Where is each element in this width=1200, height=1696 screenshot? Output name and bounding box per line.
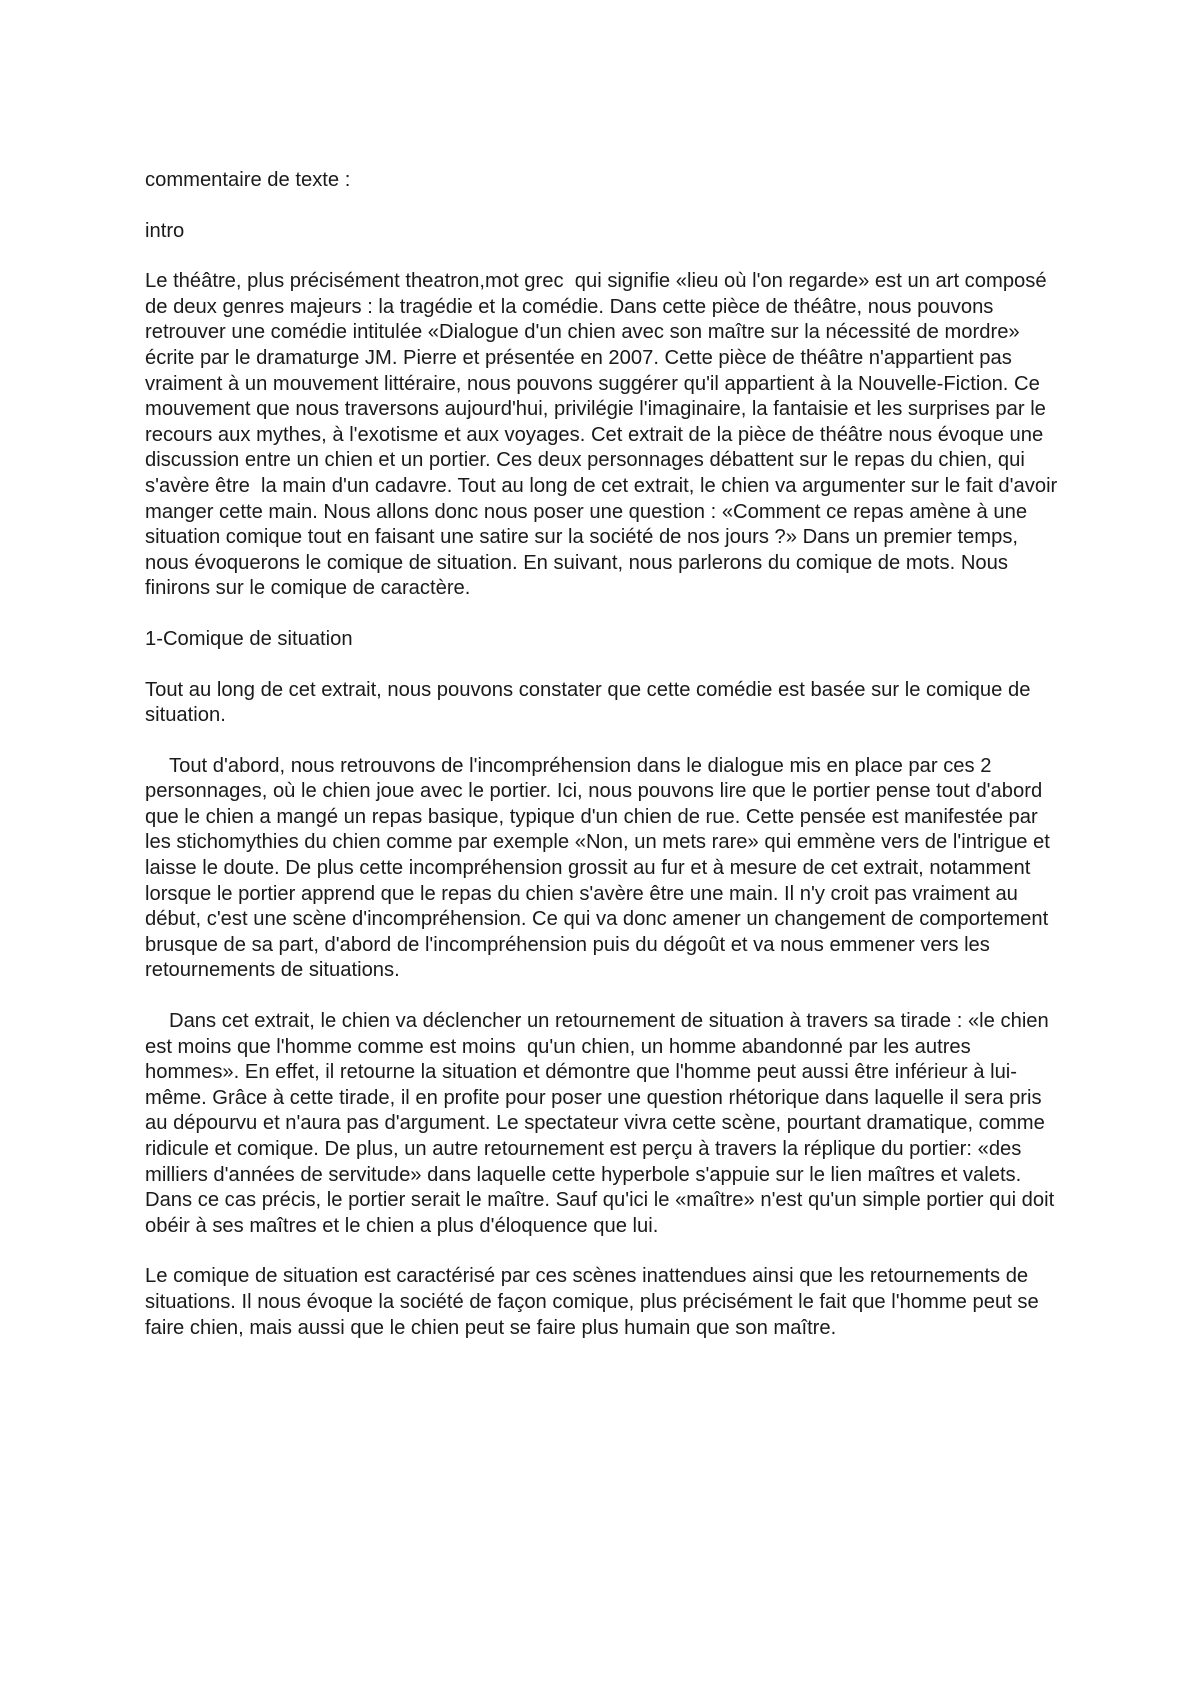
section-heading: 1-Comique de situation [145, 627, 353, 650]
body-paragraph-incomprehension: Tout d'abord, nous retrouvons de l'incompréhension dans le dialogue mis en place par ces 2 personnages, où le chien joue avec le portier. Ici, nous pouvons lire que le portier pense tout d'abord que le chien a mangé un repas basique, typique d'un chien de rue. Cette pensée est manifestée par les stichomythies du chien comme par exemple «Non, un mets rare» qui emmène vers de l'intrigue et laisse le doute. De plus cette incompréhension grossit au fur et à mesure de cet extrait, notamment lorsque le portier apprend que le repas du chien s'avère être une main. Il n'y croit pas vraiment au début, c'est une scène d'incompréhension. Ce qui va donc amener un changement de comportement brusque de sa part, d'abord de l'incompréhension puis du dégoût et va nous emmener vers les retournements de situations. [145, 754, 1056, 982]
section-intro-paragraph: Tout au long de cet extrait, nous pouvons constater que cette comédie est basée sur le comique de situation. [145, 678, 1037, 727]
intro-heading: intro [145, 219, 185, 242]
document-page [145, 168, 1065, 1366]
document-title: commentaire de texte : [145, 169, 351, 191]
intro-paragraph: Le théâtre, plus précisément theatron,mot grec qui signifie «lieu où l'on regarde» est un art composé de deux genres majeurs : la tragédie et la comédie. Dans cette pièce de théâtre, nous pouvons retrouver une comédie intitulée «Dialogue d'un chien avec son maître sur la nécessité de mordre» écrite par le dramaturge JM. Pierre et présentée en 2007. Cette pièce de théâtre n'appartient pas vraiment à un mouvement littéraire, nous pouvons suggérer qu'il appartient à la Nouvelle-Fiction. Ce mouvement que nous traversons aujourd'hui, privilégie l'imaginaire, la fantaisie et les surprises par le recours aux mythes, à l'exotisme et aux voyages. Cet extrait de la pièce de théâtre nous évoque une discussion entre un chien et un portier. Ces deux personnages débattent sur le repas du chien, qui s'avère être la main d'un cadavre. Tout au long de cet extrait, le chien va argumenter sur le fait d'avoir manger cette main. Nous allons donc nous poser une question : «Comment ce repas amène à une situation comique tout en faisant une satire sur la société de nos jours ?» Dans un premier temps, nous évoquerons le comique de situation. En suivant, nous parlerons du comique de mots. Nous finirons sur le comique de caractère. [145, 270, 1063, 600]
section-conclusion-paragraph: Le comique de situation est caractérisé par ces scènes inattendues ainsi que les retournements de situations. Il nous évoque la société de façon comique, plus précisément le fait que l'homme peut se faire chien, mais aussi que le chien peut se faire plus humain que son maître. [145, 1265, 1045, 1339]
body-paragraph-retournement: Dans cet extrait, le chien va déclencher un retournement de situation à travers sa tirade : «le chien est moins que l'homme comme est moins qu'un chien, un homme abandonné par les autres hommes». En effet, il retourne la situation et démontre que l'homme peut aussi être inférieur à lui-même. Grâce à cette tirade, il en profite pour poser une question rhétorique dans laquelle il sera pris au dépourvu et n'aura pas d'argument. Le spectateur vivra cette scène, pourtant dramatique, comme ridicule et comique. De plus, un autre retournement est perçu à travers la réplique du portier: «des milliers d'années de servitude» dans laquelle cette hyperbole s'appuie sur le lien maîtres et valets. Dans ce cas précis, le portier serait le maître. Sauf qu'ici le «maître» n'est qu'un simple portier qui doit obéir à ses maîtres et le chien a plus d'éloquence que lui. [145, 1010, 1060, 1237]
